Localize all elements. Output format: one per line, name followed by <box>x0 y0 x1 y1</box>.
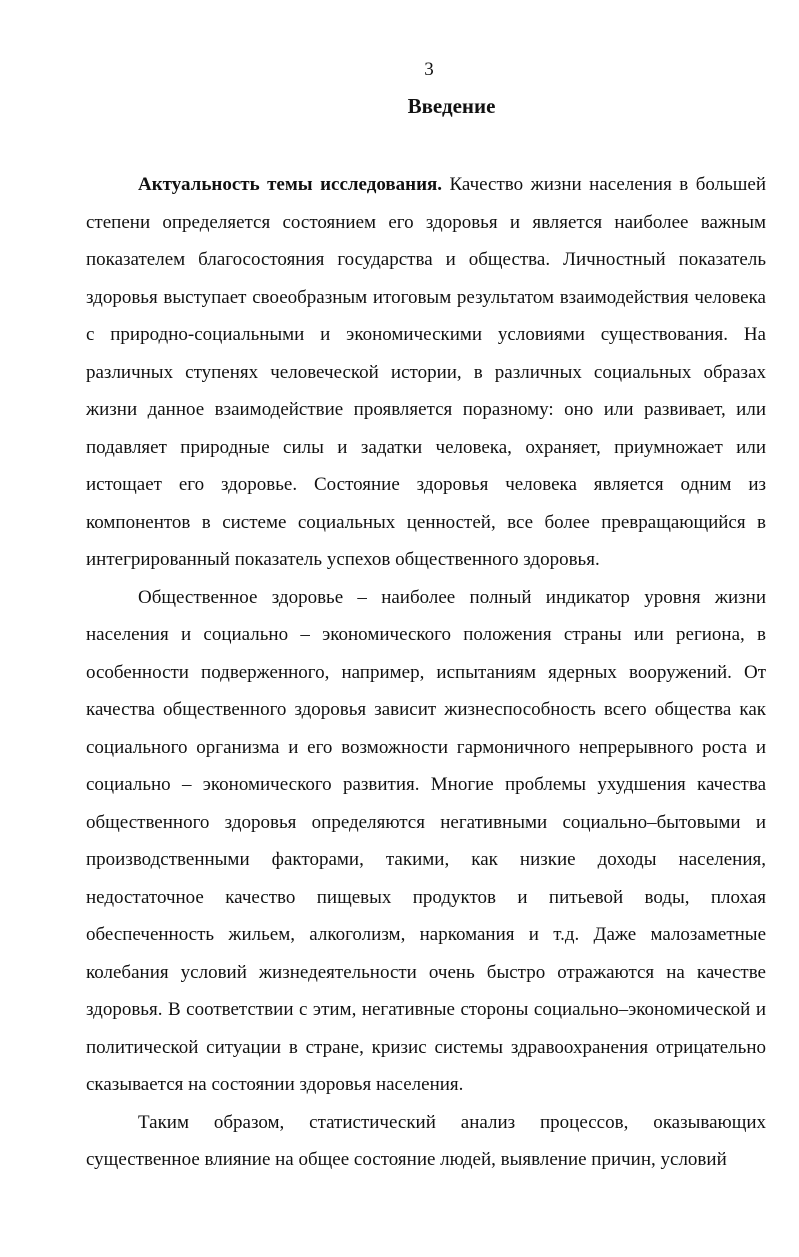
paragraph-relevance <box>86 166 766 579</box>
section-heading: Введение <box>407 94 496 118</box>
paragraph-public-health: Общественное здоровье – наиболее полный индикатор уровня жизни населения и социально – экономического положения страны или региона, в особенности подверженного, например, испытаниям ядерных вооружений. От качества общественного здоровья зависит жизнеспособность всего общества как социального организма и его возможности гармоничного непрерывного роста и социально – экономического развития. Многие проблемы ухудшения качества общественного здоровья определяются негативными социально–бытовыми и производственными факторами, такими, как низкие доходы населения, недостаточное качество пищевых продуктов и питьевой воды, плохая обеспеченность жильем, алкоголизм, наркомания и т.д. Даже малозаметные колебания условий жизнедеятельности очень быстро отражаются на качестве здоровья. В соответствии с этим, негативные стороны социально–экономической и политической ситуации в стране, кризис системы здравоохранения отрицательно сказывается на состоянии здоровья населения. <box>86 586 766 1095</box>
paragraph-text: Качество жизни населения в большей степени определяется состоянием его здоровья и является наиболее важным показателем благосостояния государства и общества. Личностный показатель здоровья выступает своеобразным итоговым результатом взаимодействия человека с природно-социальными и экономическими условиями существования. На различных ступенях человеческой истории, в различных социальных образах жизни данное взаимодействие проявляется поразному: оно или развивает, или подавляет природные силы и задатки человека, охраняет, приумножает или истощает его здоровье. Состояние здоровья человека является одним из компонентов в системе социальных ценностей, все более превращающийся в интегрированный показатель успехов общественного здоровья. <box>86 174 766 570</box>
page-number: 3 <box>424 59 434 80</box>
paragraph-lead: Актуальность темы исследования. <box>138 174 443 195</box>
paragraph-conclusion: Таким образом, статистический анализ процессов, оказывающих существенное влияние на общее состояние людей, выявление причин, условий <box>86 1111 766 1170</box>
body-text <box>86 166 766 1179</box>
